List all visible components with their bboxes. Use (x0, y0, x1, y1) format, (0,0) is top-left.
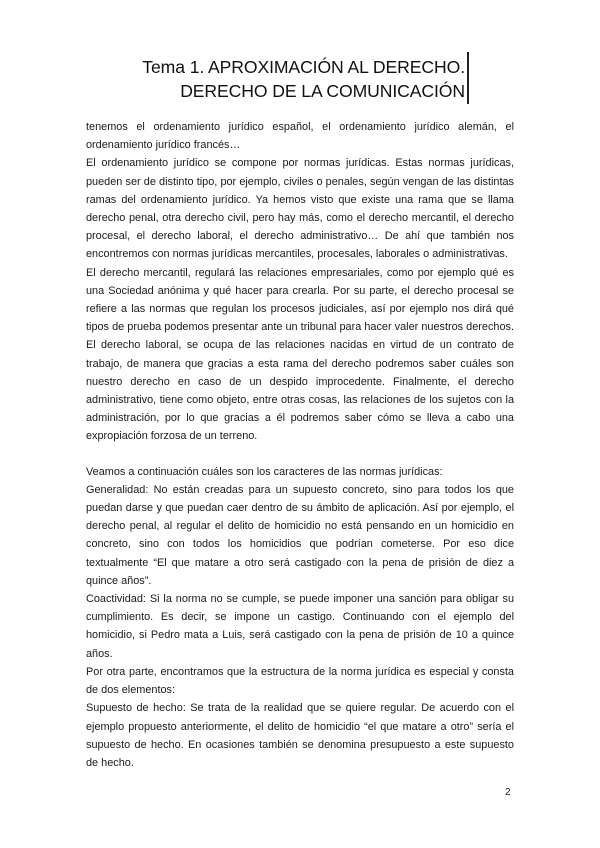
paragraph-generalidad: Generalidad: No están creadas para un supuesto concreto, sino para todos los que puedan darse y que puedan caer dentro de su ámbito de aplicación. Así por ejemplo, el derecho penal, al regular el delito de homicidio no está pensando en un homicidio en concreto, sino con todos los homicidios que podrían cometerse. Por eso dice textualmente “El que matare a otro será castigado con la pena de prisión de diez a quince años”. (86, 483, 514, 587)
document-body (86, 118, 514, 772)
paragraph-ramas-derecho: El derecho mercantil, regulará las relaciones empresariales, como por ejemplo qué es una Sociedad anónima y qué hacer para crearla. Por su parte, el derecho procesal se refiere a las normas que regulan los procesos judiciales, así por ejemplo nos dirá qué tipos de prueba podemos presentar ante un tribunal para hacer valer nuestros derechos. El derecho laboral, se ocupa de las relaciones nacidas en virtud de un contrato de trabajo, de manera que gracias a esta rama del derecho podremos saber cuáles son nuestro derecho en caso de un despido improcedente. Finalmente, el derecho administrativo, tiene como objeto, entre otras cosas, las relaciones de los sujetos con la administración, por lo que gracias a él podremos saber cómo se lleva a cabo una expropiación forzosa de un terreno. (86, 266, 514, 443)
paragraph-supuesto-de-hecho: Supuesto de hecho: Se trata de la realidad que se quiere regular. De acuerdo con el ejemplo propuesto anteriormente, el delito de homicidio “el que matare a otro” sería el supuesto de hecho. En ocasiones también se denomina presupuesto a este supuesto de hecho. (86, 702, 514, 769)
header-title-line-1: Tema 1. APROXIMACIÓN AL DERECHO. (142, 57, 465, 77)
paragraph-estructura-intro: Por otra parte, encontramos que la estructura de la norma jurídica es especial y consta de dos elementos: (86, 665, 514, 697)
page-header (142, 55, 465, 103)
paragraph-caracteres-intro: Veamos a continuación cuáles son los caracteres de las normas jurídicas: (86, 465, 443, 478)
header-title-line-2: DERECHO DE LA COMUNICACIÓN (180, 81, 465, 101)
paragraph-ordenamientos: tenemos el ordenamiento jurídico español, el ordenamiento jurídico alemán, el ordenamiento jurídico francés… (86, 121, 514, 152)
paragraph-coactividad: Coactividad: Si la norma no se cumple, se puede imponer una sanción para obligar su cumplimiento. Es decir, se impone un castigo. Continuando con el ejemplo del homicidio, si Pedro mata a Luis, será castigado con la pena de prisión de 10 a quince años. (86, 593, 514, 660)
header-vertical-rule (467, 52, 469, 104)
paragraph-normas-juridicas: El ordenamiento jurídico se compone por normas jurídicas. Estas normas jurídicas, pueden ser de distinto tipo, por ejemplo, civiles o penales, según vengan de las distintas ramas del ordenamiento jurídico. Ya hemos visto que existe una rama que se llama derecho penal, otra derecho civil, pero hay más, como el derecho mercantil, el derecho procesal, el derecho laboral, el derecho administrativo… De ahí que también nos encontremos con normas jurídicas mercantiles, procesales, laborales o administrativas. (86, 157, 514, 261)
page-number: 2 (505, 787, 511, 798)
